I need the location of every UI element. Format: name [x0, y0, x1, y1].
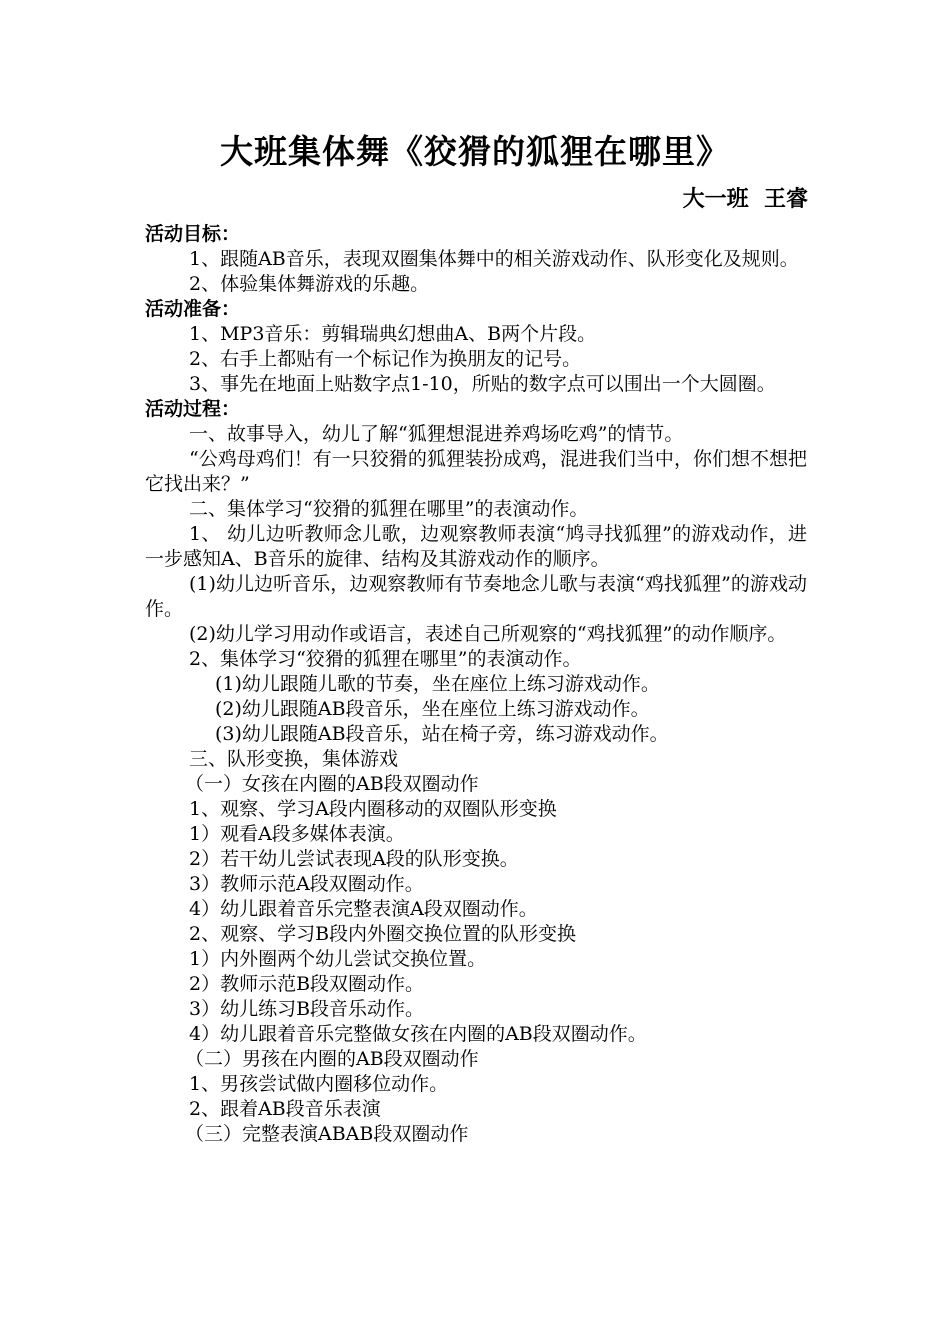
process-line: 1）观看A段多媒体表演。 — [189, 823, 405, 845]
document-body — [145, 222, 807, 1147]
section-heading-prep: 活动准备： — [145, 298, 241, 320]
author-line: 大一班 王睿 — [682, 187, 808, 212]
process-line: 一、故事导入，幼儿了解“狐狸想混进养鸡场吃鸡”的情节。 — [189, 423, 684, 445]
document-title: 大班集体舞《狡猾的狐狸在哪里》 — [220, 132, 730, 171]
process-line: 二、集体学习“狡猾的狐狸在哪里”的表演动作。 — [189, 498, 589, 520]
process-line: 1、 幼儿边听教师念儿歌，边观察教师表演“鸠寻找狐狸”的游戏动作，进一步感知A、B音乐的旋律、结构及其游戏动作的顺序。 — [145, 523, 807, 570]
process-line: 4）幼儿跟着音乐完整做女孩在内圈的AB段双圈动作。 — [189, 1023, 647, 1045]
process-line: 3）教师示范A段双圈动作。 — [189, 873, 424, 895]
process-line: “公鸡母鸡们！有一只狡猾的狐狸装扮成鸡，混进我们当中，你们想不想把它找出来？” — [145, 448, 807, 495]
process-line: 2）若干幼儿尝试表现A段的队形变换。 — [189, 848, 519, 870]
process-line: （一）女孩在内圈的AB段双圈动作 — [185, 773, 479, 795]
process-line: （二）男孩在内圈的AB段双圈动作 — [185, 1048, 479, 1070]
process-line: (3)幼儿跟随AB段音乐，站在椅子旁，练习游戏动作。 — [215, 723, 669, 745]
goal-item: 1、跟随AB音乐，表现双圈集体舞中的相关游戏动作、队形变化及规则。 — [189, 248, 799, 270]
process-line: 2、集体学习“狡猾的狐狸在哪里”的表演动作。 — [189, 648, 582, 670]
prep-item: 3、事先在地面上贴数字点1-10，所贴的数字点可以围出一个大圆圈。 — [189, 373, 776, 395]
process-line: 2）教师示范B段双圈动作。 — [189, 973, 425, 995]
process-line: （三）完整表演ABAB段双圈动作 — [185, 1123, 469, 1145]
process-line: 1）内外圈两个幼儿尝试交换位置。 — [189, 948, 487, 970]
process-line: (1)幼儿边听音乐，边观察教师有节奏地念儿歌与表演“鸡找狐狸”的游戏动作。 — [145, 573, 807, 620]
prep-item: 2、右手上都贴有一个标记作为换朋友的记号。 — [189, 348, 582, 370]
process-line: 2、观察、学习B段内外圈交换位置的队形变换 — [189, 923, 577, 945]
process-line: 4）幼儿跟着音乐完整表演A段双圈动作。 — [189, 898, 538, 920]
process-line: 三、队形变换，集体游戏 — [189, 748, 399, 770]
process-line: 3）幼儿练习B段音乐动作。 — [189, 998, 425, 1020]
section-heading-process: 活动过程： — [145, 398, 241, 420]
process-line: (2)幼儿跟随AB段音乐，坐在座位上练习游戏动作。 — [215, 698, 650, 720]
process-line: 1、观察、学习A段内圈移动的双圈队形变换 — [189, 798, 557, 820]
process-line: 2、跟着AB段音乐表演 — [189, 1098, 381, 1120]
process-line: (1)幼儿跟随儿歌的节奏，坐在座位上练习游戏动作。 — [215, 673, 660, 695]
process-line: (2)幼儿学习用动作或语言，表述自己所观察的“鸡找狐狸”的动作顺序。 — [189, 623, 787, 645]
process-line: 1、男孩尝试做内圈移位动作。 — [189, 1073, 449, 1095]
prep-item: 1、MP3音乐：剪辑瑞典幻想曲A、B两个片段。 — [189, 323, 597, 345]
section-heading-goals: 活动目标： — [145, 223, 241, 245]
goal-item: 2、体验集体舞游戏的乐趣。 — [189, 273, 430, 295]
